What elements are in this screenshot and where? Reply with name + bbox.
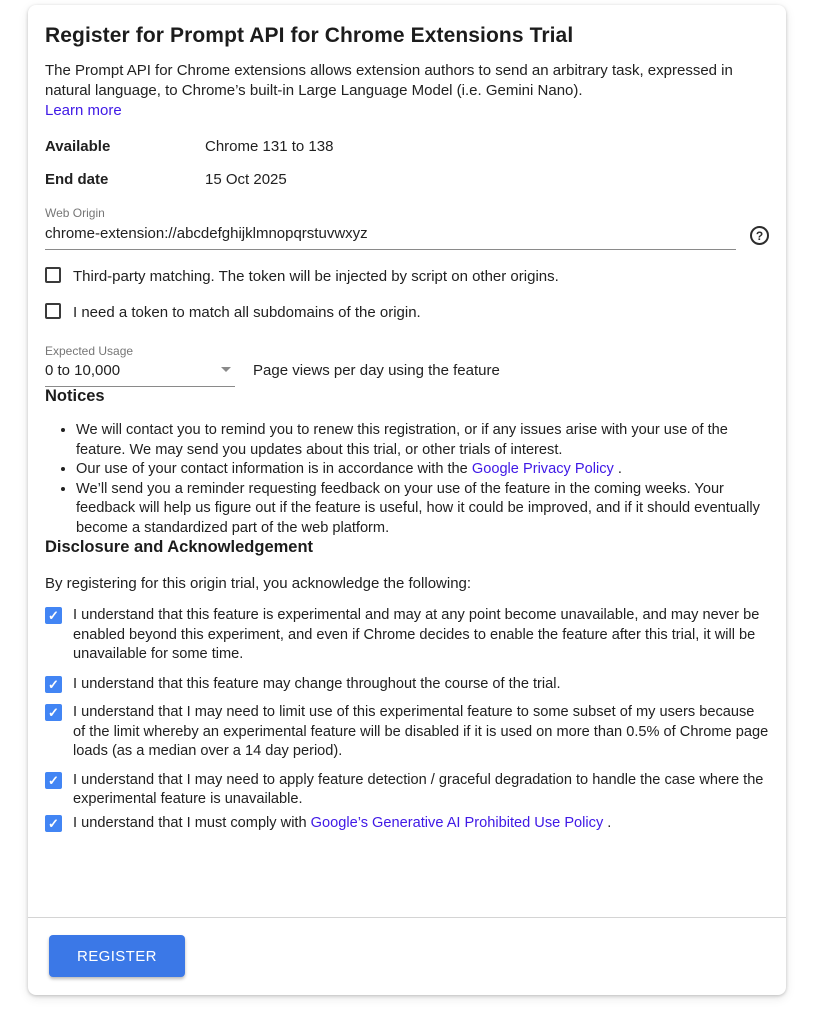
ack-experimental-option[interactable] (45, 606, 769, 665)
ack-experimental-checkbox[interactable] (45, 607, 62, 624)
registration-card (28, 5, 786, 995)
expected-usage-select[interactable] (45, 359, 235, 387)
learn-more-link[interactable]: Learn more (45, 102, 122, 119)
ack-may-change-checkbox[interactable] (45, 676, 62, 693)
expected-usage-hint: Page views per day using the feature (253, 362, 500, 379)
ack-feature-detection-checkbox[interactable] (45, 772, 62, 789)
third-party-matching-option[interactable] (45, 267, 769, 286)
available-label: Available (45, 138, 111, 155)
web-origin-input[interactable] (45, 221, 736, 250)
ack-usage-limit-option[interactable] (45, 703, 769, 762)
register-button[interactable]: REGISTER (49, 935, 185, 977)
ack-experimental-label: I understand that this feature is experimental and may at any point become unavailable, and may never be enabled beyond this experiment, and even if Chrome decides to enable the feature after this trial, it will be unavailable for some time. (73, 607, 760, 662)
ack-may-change-option[interactable] (45, 675, 769, 695)
disclosure-heading: Disclosure and Acknowledgement (45, 538, 314, 556)
page-title: Register for Prompt API for Chrome Extensions Trial (45, 24, 574, 47)
dropdown-arrow-icon (221, 367, 231, 372)
expected-usage-label: Expected Usage (45, 344, 134, 358)
google-privacy-policy-link[interactable]: Google Privacy Policy (471, 461, 614, 477)
expected-usage-value: 0 to 10,000 (45, 362, 121, 379)
ack-may-change-label: I understand that this feature may change throughout the course of the trial. (73, 675, 561, 692)
subdomain-matching-option[interactable] (45, 303, 769, 322)
ack-usage-limit-label: I understand that I may need to limit use of this experimental feature to some subset of my users because of the limit whereby an experimental feature will be disabled if it is used on more than 0.5% of Chrome page loads (as a median over a 14 day period). (73, 704, 769, 759)
end-date-row (45, 171, 769, 188)
notice-item: • Our use of your contact information is in accordance with the Google Privacy Policy . (76, 460, 769, 480)
registration-form (28, 5, 786, 917)
available-value: Chrome 131 to 138 (205, 138, 334, 155)
notice-item: • We’ll send you a reminder requesting feedback on your use of the feature in the coming weeks. Your feedback will help us figure out if the feature is useful, how it could be improved, and if it should eventually become a standardized part of the web platform. (76, 480, 769, 539)
expected-usage-field (45, 344, 769, 387)
notice-item: • We will contact you to remind you to renew this registration, or if any issues arise with your use of the feature. We may send you updates about this trial, or other trials of interest. (76, 421, 769, 460)
disclosure-intro: By registering for this origin trial, you acknowledge the following: (45, 575, 472, 592)
subdomain-matching-label: I need a token to match all subdomains of the origin. (73, 304, 421, 321)
third-party-matching-label: Third-party matching. The token will be injected by script on other origins. (73, 268, 559, 285)
generative-ai-policy-link[interactable]: Google’s Generative AI Prohibited Use Policy (310, 814, 604, 831)
available-row (45, 138, 769, 155)
form-footer (28, 917, 786, 995)
ack-feature-detection-label: I understand that I may need to apply feature detection / graceful degradation to handle the case where the experimental feature is unavailable. (73, 771, 764, 807)
subdomain-matching-checkbox[interactable] (45, 303, 61, 319)
trial-details (45, 138, 769, 188)
ack-usage-limit-checkbox[interactable] (45, 704, 62, 721)
notices-heading: Notices (45, 387, 105, 405)
ack-feature-detection-option[interactable] (45, 771, 769, 810)
end-date-value: 15 Oct 2025 (205, 171, 287, 188)
web-origin-label: Web Origin (45, 206, 105, 220)
ack-policy-checkbox[interactable] (45, 815, 62, 832)
trial-description: The Prompt API for Chrome extensions allows extension authors to send an arbitrary task, expressed in natural language, to Chrome’s built-in Large Language Model (i.e. Gemini Nano). (45, 62, 733, 99)
web-origin-field (45, 206, 769, 250)
help-icon[interactable]: ? (750, 226, 769, 245)
ack-policy-option[interactable] (45, 814, 769, 834)
third-party-matching-checkbox[interactable] (45, 267, 61, 283)
ack-policy-label: I understand that I must comply with Google’s Generative AI Prohibited Use Policy . (73, 814, 612, 831)
notices-list (45, 421, 769, 538)
end-date-label: End date (45, 171, 109, 188)
